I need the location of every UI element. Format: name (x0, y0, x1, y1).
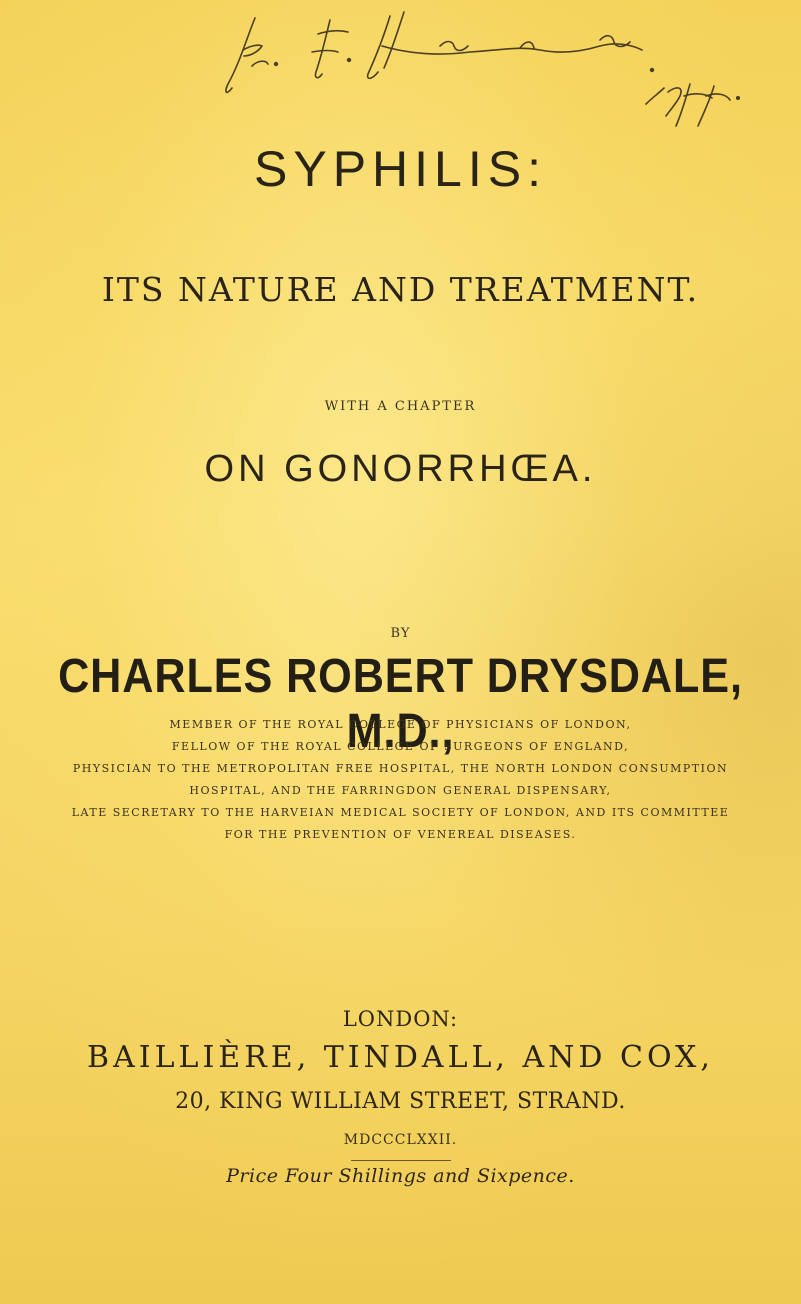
author-credential: MEMBER OF THE ROYAL COLLEGE OF PHYSICIANS OF LONDON, (169, 718, 632, 731)
author-credential: LATE SECRETARY TO THE HARVEIAN MEDICAL SOCIETY OF LONDON, AND ITS COMMITTEE (71, 806, 730, 819)
divider (351, 1160, 451, 1161)
imprint-city: LONDON: (342, 1007, 459, 1031)
imprint-year: MDCCCLXXII. (343, 1132, 458, 1148)
price-line: Price Four Shillings and Sixpence. (226, 1165, 575, 1187)
with-chapter-line: WITH A CHAPTER (324, 399, 477, 414)
author-credential: HOSPITAL, AND THE FARRINGDON GENERAL DISPENSARY, (189, 784, 612, 797)
by-line: BY (390, 626, 411, 641)
book-title: SYPHILIS: (254, 141, 547, 197)
author-credential: FELLOW OF THE ROYAL COLLEGE OF SURGEONS OF ENGLAND, (171, 740, 630, 753)
author-name: CHARLES ROBERT DRYSDALE, M.D., (58, 650, 743, 758)
chapter-topic: ON GONORRHŒA. (204, 448, 597, 490)
imprint-publisher: BAILLIÈRE, TINDALL, AND COX, (87, 1040, 714, 1075)
author-credential: FOR THE PREVENTION OF VENEREAL DISEASES. (224, 828, 577, 841)
imprint-address: 20, KING WILLIAM STREET, STRAND. (175, 1089, 626, 1114)
book-subtitle: ITS NATURE AND TREATMENT. (101, 270, 700, 309)
author-credential: PHYSICIAN TO THE METROPOLITAN FREE HOSPITAL, THE NORTH LONDON CONSUMPTION (72, 762, 729, 775)
handwritten-inscription (0, 0, 801, 130)
